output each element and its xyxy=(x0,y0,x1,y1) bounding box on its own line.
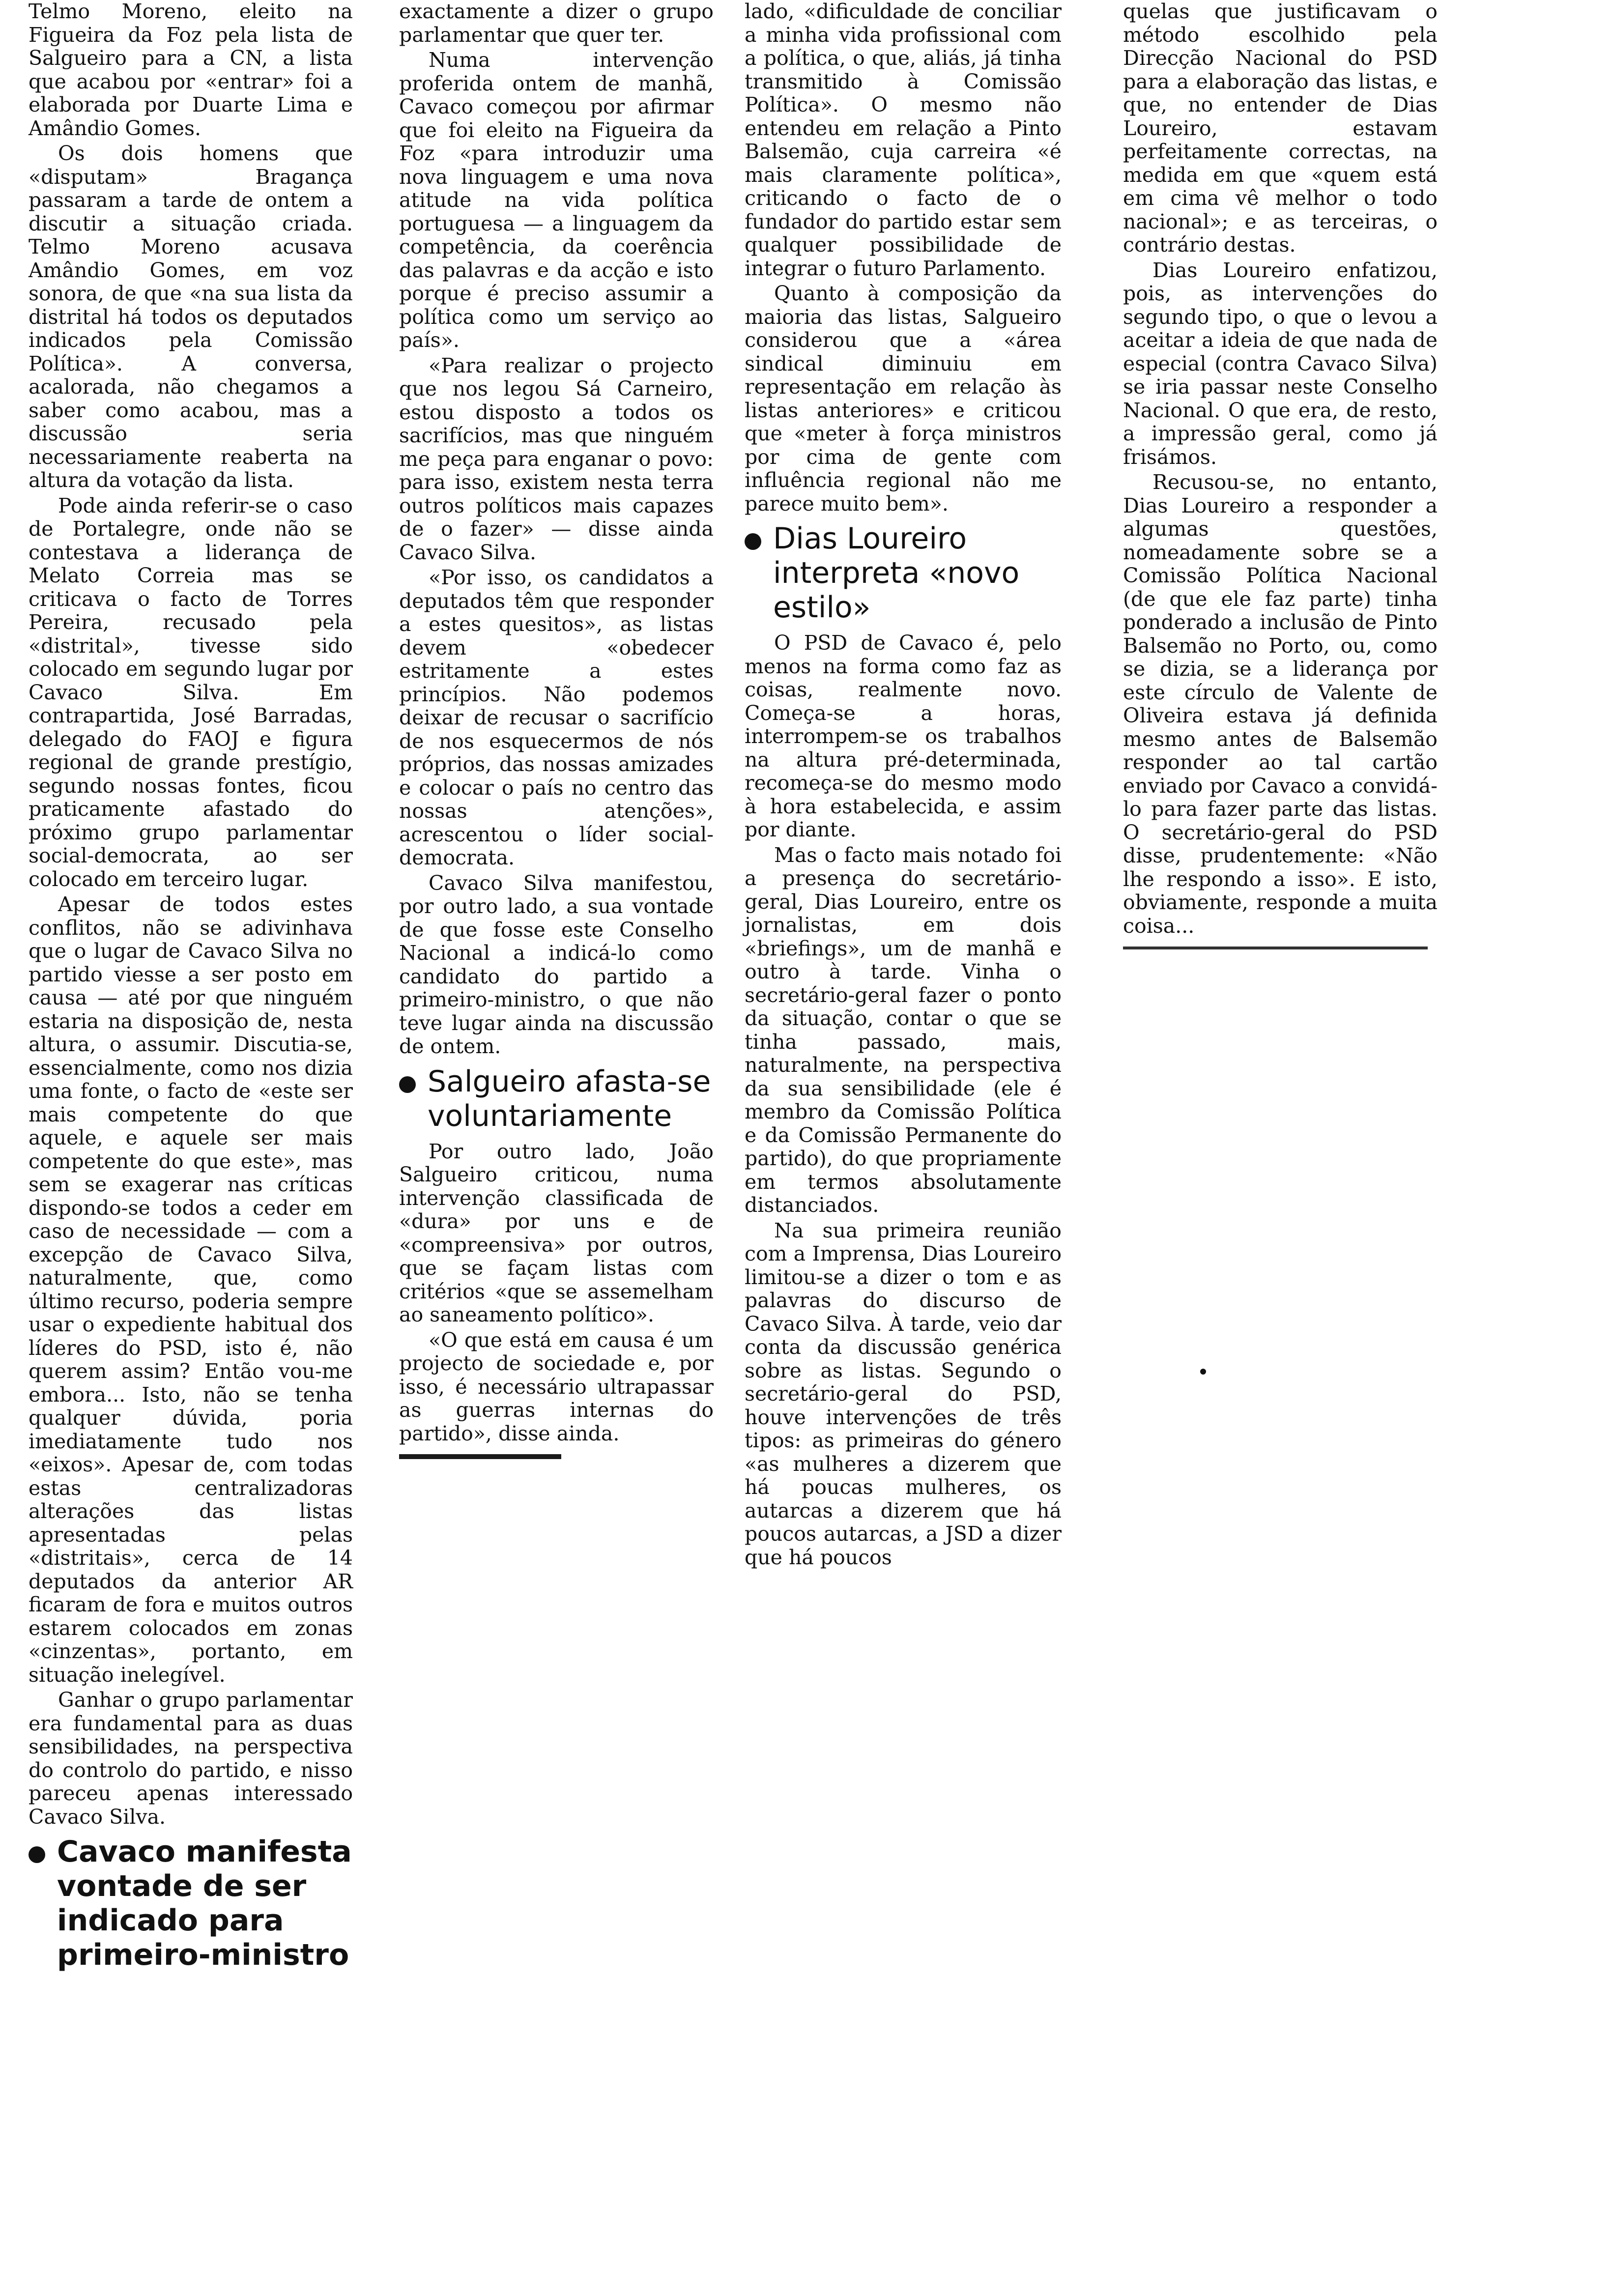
end-rule xyxy=(399,1454,561,1459)
column-4 xyxy=(1123,0,1438,958)
paragraph: «O que está em causa é um projecto de sociedade e, por isso, é necessário ultrapassar as guerras internas do partido», disse ainda. xyxy=(399,1328,714,1445)
section-heading-salgueiro xyxy=(399,1064,714,1133)
end-rule xyxy=(1123,947,1428,949)
section-heading-text: Salgueiro afasta-se voluntariamente xyxy=(428,1064,711,1133)
paragraph: Telmo Moreno, eleito na Figueira da Foz pela lista de Salgueiro para a CN, a lista que acabou por «entrar» foi a elaborada por Duarte Lima e Amândio Gomes. xyxy=(29,0,353,140)
paragraph: Por outro lado, João Salgueiro criticou, numa intervenção classificada de «dura» por uns e de «compreensiva» por outros, que se façam listas com critérios «que se assemelham ao saneamento político». xyxy=(399,1139,714,1326)
section-heading-dias-loureiro xyxy=(745,521,1062,625)
column-3 xyxy=(745,0,1062,1569)
paragraph: Dias Loureiro enfatizou, pois, as intervenções do segundo tipo, o que o levou a aceitar a ideia de que nada de especial (contra Cavaco Silva) se iria passar neste Conselho Nacional. O que era, de resto, a impressão geral, como já frisámos. xyxy=(1123,258,1438,469)
section-heading-cavaco xyxy=(29,1835,353,1972)
bullet-icon xyxy=(745,533,761,550)
paragraph: Ganhar o grupo parlamentar era fundamental para as duas sensibilidades, na perspectiva do controlo do partido, e nisso pareceu apenas interessado Cavaco Silva. xyxy=(29,1688,353,1829)
paragraph: Os dois homens que «disputam» Bragança passaram a tarde de ontem a discutir a situação criada. Telmo Moreno acusava Amândio Gomes, em voz sonora, de que «na sua lista da distrital há todos os deputados indicados pela Comissão Política». A conversa, acalorada, não chegamos a saber como acabou, mas a discussão seria necessariamente reaberta na altura da votação da lista. xyxy=(29,142,353,492)
section-heading-text: Cavaco manifesta vontade de ser indicado para primeiro-ministro xyxy=(57,1835,352,1972)
paragraph: «Para realizar o projecto que nos legou Sá Carneiro, estou disposto a todos os sacrifícios, mas que ninguém me peça para enganar o povo: para isso, existem nesta terra outros políticos mais capazes de o fazer» — disse ainda Cavaco Silva. xyxy=(399,353,714,564)
bullet-icon xyxy=(399,1076,416,1093)
column-2 xyxy=(399,0,714,1468)
paragraph: quelas que justificavam o método escolhido pela Direcção Nacional do PSD para a elaboração das listas, e que, no entender de Dias Loureiro, estavam perfeitamente correctas, na medida em que «quem está em cima vê melhor o todo nacional»; e as terceiras, o contrário destas. xyxy=(1123,0,1438,257)
paragraph: Recusou-se, no entanto, Dias Loureiro a responder a algumas questões, nomeadamente sobre se a Comissão Política Nacional (de que ele faz parte) tinha ponderado a inclusão de Pinto Balsemão no Porto, ou, como se dizia, se a liderança por este círculo de Valente de Oliveira estava já definida mesmo antes de Balsemão responder ao tal cartão enviado por Cavaco a convidá-lo para fazer parte das listas. O secretário-geral do PSD disse, prudentemente: «Não lhe respondo a isso». E isto, obviamente, responde a muita coisa... xyxy=(1123,470,1438,938)
paragraph: Numa intervenção proferida ontem de manhã, Cavaco começou por afirmar que foi eleito na Figueira da Foz «para introduzir uma nova linguagem e uma nova atitude na vida política portuguesa — a linguagem da competência, da coerência das palavras e da acção e isto porque é preciso assumir a política como um serviço ao país». xyxy=(399,48,714,352)
paragraph: lado, «dificuldade de conciliar a minha vida profissional com a política, o que, aliás, já tinha transmitido à Comissão Política». O mesmo não entendeu em relação a Pinto Balsemão, cuja carreira «é mais claramente política», criticando o facto de o fundador do partido estar sem qualquer possibilidade de integrar o futuro Parlamento. xyxy=(745,0,1062,280)
paragraph: Cavaco Silva manifestou, por outro lado, a sua vontade de que fosse este Conselho Nacional a indicá-lo como candidato do partido a primeiro-ministro, o que não teve lugar ainda na discussão de ontem. xyxy=(399,871,714,1058)
column-1 xyxy=(29,0,353,1979)
paragraph: O PSD de Cavaco é, pelo menos na forma como faz as coisas, realmente novo. Começa-se a horas, interrompem-se os trabalhos na altura pré-determinada, recomeça-se do mesmo modo à hora estabelecida, e assim por diante. xyxy=(745,631,1062,841)
ink-dot xyxy=(1200,1369,1206,1375)
paragraph: «Por isso, os candidatos a deputados têm que responder a estes quesitos», as listas devem «obedecer estritamente a estes princípios. Não podemos deixar de recusar o sacrifício de nos esquecermos de nós próprios, das nossas amizades e colocar o país no centro das nossas atenções», acrescentou o líder social-democrata. xyxy=(399,566,714,869)
paragraph: Mas o facto mais notado foi a presença do secretário-geral, Dias Loureiro, entre os jornalistas, em dois «briefings», um de manhã e outro à tarde. Vinha o secretário-geral fazer o ponto da situação, contar o que se tinha passado, mais, naturalmente, na perspectiva da sua sensibilidade (ele é membro da Comissão Política e da Comissão Permanente do partido), do que propriamente em termos absolutamente distanciados. xyxy=(745,843,1062,1217)
paragraph: exactamente a dizer o grupo parlamentar que quer ter. xyxy=(399,0,714,47)
paragraph: Apesar de todos estes conflitos, não se adivinhava que o lugar de Cavaco Silva no partido viesse a ser posto em causa — até por que ninguém estaria na disposição de, nesta altura, o assumir. Discutia-se, essencialmente, como nos dizia uma fonte, o facto de «este ser mais competente do que aquele, e aquele ser mais competente do que este», mas sem se exagerar nas críticas dispondo-se todos a ceder em caso de necessidade — com a excepção de Cavaco Silva, naturalmente, que, como último recurso, poderia sempre usar o expediente habitual dos líderes do PSD, isto é, não querem assim? Então vou-me embora... Isto, não se tenha qualquer dúvida, poria imediatamente tudo nos «eixos». Apesar de, com todas estas centralizadoras alterações das listas apresentadas pelas «distritais», cerca de 14 deputados da anterior AR ficaram de fora e muitos outros estarem colocados em zonas «cinzentas», portanto, em situação inelegível. xyxy=(29,892,353,1687)
bullet-icon xyxy=(29,1846,45,1863)
section-heading-text: Dias Loureiro interpreta «novo estilo» xyxy=(773,521,1020,625)
paragraph: Pode ainda referir-se o caso de Portalegre, onde não se contestava a liderança de Melato Correia mas se criticava o facto de Torres Pereira, recusado pela «distrital», tivesse sido colocado em segundo lugar por Cavaco Silva. Em contrapartida, José Barradas, delegado do FAOJ e figura regional de grande prestígio, segundo nossas fontes, ficou praticamente afastado do próximo grupo parlamentar social-democrata, ao ser colocado em terceiro lugar. xyxy=(29,493,353,891)
paragraph: Na sua primeira reunião com a Imprensa, Dias Loureiro limitou-se a dizer o tom e as palavras do discurso de Cavaco Silva. À tarde, veio dar conta da discussão genérica sobre as listas. Segundo o secretário-geral do PSD, houve intervenções de três tipos: as primeiras do género «as mulheres a dizerem que há poucas mulheres, os autarcas a dizerem que há poucos autarcas, a JSD a dizer que há poucos xyxy=(745,1218,1062,1569)
paragraph: Quanto à composição da maioria das listas, Salgueiro considerou que a «área sindical diminuiu em representação em relação às listas anteriores» e criticou que «meter à força ministros por cima de gente com influência regional não me parece muito bem». xyxy=(745,282,1062,516)
